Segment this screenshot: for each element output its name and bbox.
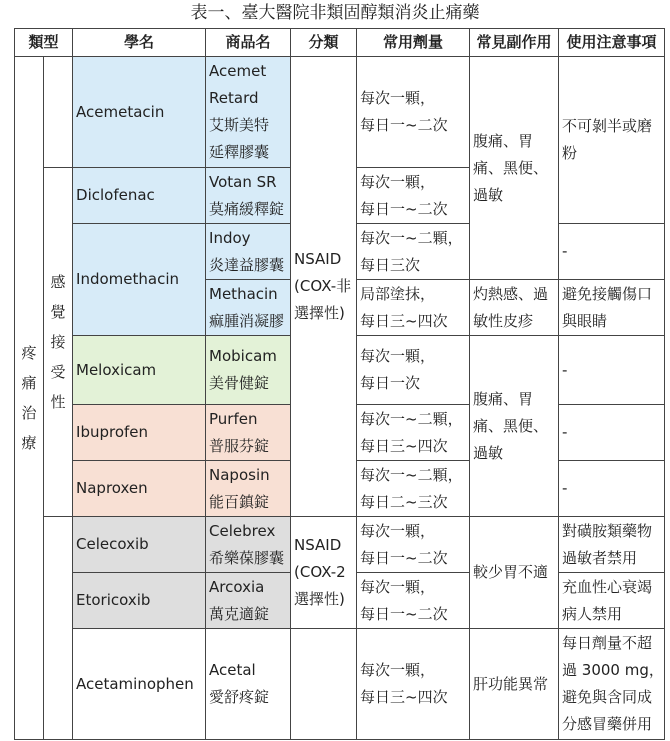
- side-line: 過敏: [473, 443, 504, 462]
- dose-line: 每日一次: [360, 374, 421, 392]
- brand-line: 延釋膠囊: [209, 143, 270, 161]
- table-row: [15, 57, 665, 168]
- note-line: 避免接觸傷口: [562, 284, 653, 303]
- note-line: 避免與含同成: [562, 688, 653, 706]
- brand-line: Celebrex: [209, 521, 276, 540]
- dose-celecoxib: [357, 517, 470, 573]
- type-inner-char: 性: [50, 393, 66, 411]
- class-line: 選擇性): [294, 304, 345, 322]
- brand-line: 炎達益膠囊: [209, 255, 285, 274]
- header-type: 類型: [15, 29, 73, 57]
- class-selective: [291, 517, 357, 629]
- brand-line: 能百鎮錠: [209, 492, 270, 511]
- dose-line: 局部塗抹，: [360, 284, 436, 303]
- side-line: 痛、黑便、: [473, 416, 549, 435]
- dose-meloxicam: [357, 336, 470, 405]
- brand-line: 美骨健錠: [209, 374, 270, 392]
- side-line: 腹痛、胃: [473, 389, 534, 408]
- note-acetaminophen: [559, 629, 665, 740]
- class-nonselective: [291, 57, 357, 517]
- brand-line: 萬克適錠: [209, 604, 270, 623]
- type-outer-char: 疼: [21, 344, 37, 362]
- note-naproxen: -: [559, 461, 665, 517]
- generic-naproxen: Naproxen: [73, 461, 206, 517]
- type-inner: [44, 168, 73, 517]
- generic-celecoxib: Celecoxib: [73, 517, 206, 573]
- generic-ibuprofen: Ibuprofen: [73, 405, 206, 461]
- note-line: 分感冒藥併用: [562, 715, 653, 733]
- note-methacin: [559, 280, 665, 336]
- class-line: (COX-2: [294, 563, 346, 581]
- dose-acetaminophen: [357, 629, 470, 740]
- note-line: 對磺胺類藥物: [562, 521, 653, 540]
- dose-line: 每次一顆，: [360, 521, 436, 540]
- dose-ibuprofen: [357, 405, 470, 461]
- side-line: 腹痛、胃: [473, 131, 534, 150]
- dose-indoy: [357, 224, 470, 280]
- header-dose: 常用劑量: [357, 29, 470, 57]
- type-inner-char: 受: [50, 363, 66, 381]
- brand-line: 痲腫消凝膠: [209, 311, 285, 330]
- brand-line: 希樂葆膠囊: [209, 548, 285, 567]
- brand-meloxicam: [206, 336, 291, 405]
- note-line: 粉: [562, 144, 578, 162]
- header-side-effects: 常見副作用: [470, 29, 559, 57]
- brand-line: 莫痛緩釋錠: [209, 199, 285, 218]
- brand-naproxen: [206, 461, 291, 517]
- dose-acemetacin: [357, 57, 470, 168]
- note-line: 不可剝半或磨: [562, 117, 653, 135]
- side-methacin: [470, 280, 559, 336]
- side-line: 灼熱感、過: [473, 284, 549, 303]
- dose-etoricoxib: [357, 573, 470, 629]
- dose-line: 每日一~二次: [360, 199, 448, 218]
- brand-line: 普服芬錠: [209, 436, 270, 455]
- brand-etoricoxib: [206, 573, 291, 629]
- side-acetaminophen: 肝功能異常: [470, 629, 559, 740]
- brand-line: 愛舒疼錠: [209, 688, 270, 706]
- dose-line: 每日三~四次: [360, 436, 448, 455]
- type-outer-char: 治: [21, 404, 37, 422]
- table-row: [15, 517, 665, 573]
- generic-etoricoxib: Etoricoxib: [73, 573, 206, 629]
- brand-line: Acetal: [209, 661, 256, 679]
- dose-line: 每日三~四次: [360, 688, 448, 706]
- note-indoy: -: [559, 224, 665, 280]
- dose-diclofenac: [357, 168, 470, 224]
- side-line: 敏性皮疹: [473, 311, 534, 330]
- table-title: 表一、臺大醫院非類固醇類消炎止痛藥: [190, 3, 480, 23]
- note-line: 過敏者禁用: [562, 548, 638, 567]
- note-meloxicam: -: [559, 336, 665, 405]
- side-effects-group1: [470, 57, 559, 280]
- dose-line: 每日三~四次: [360, 311, 448, 330]
- brand-line: Indoy: [209, 228, 251, 247]
- brand-indoy: [206, 224, 291, 280]
- class-line: NSAID: [294, 536, 342, 554]
- note-acemetacin: [559, 57, 665, 224]
- side-line: 過敏: [473, 185, 504, 204]
- dose-line: 每日一~二次: [360, 604, 448, 623]
- type-inner-char: 覺: [50, 303, 66, 321]
- class-line: NSAID: [294, 250, 342, 268]
- dose-line: 每次一~二顆，: [360, 465, 463, 484]
- header-row: [15, 29, 665, 57]
- brand-diclofenac: [206, 168, 291, 224]
- note-line: 與眼睛: [562, 311, 608, 330]
- generic-meloxicam: Meloxicam: [73, 336, 206, 405]
- type-inner-bottom: [44, 517, 73, 740]
- generic-diclofenac: Diclofenac: [73, 168, 206, 224]
- dose-line: 每次一~二顆，: [360, 409, 463, 428]
- dose-line: 每次一~二顆，: [360, 228, 463, 247]
- header-brand: 商品名: [206, 29, 291, 57]
- generic-indomethacin: Indomethacin: [73, 224, 206, 336]
- class-acetaminophen: [291, 629, 357, 740]
- type-outer: [15, 57, 44, 740]
- brand-line: Retard: [209, 89, 259, 107]
- dose-line: 每次一顆，: [360, 89, 436, 107]
- note-celecoxib: [559, 517, 665, 573]
- dose-line: 每日三次: [360, 255, 421, 274]
- brand-line: Votan SR: [209, 172, 277, 191]
- brand-line: Arcoxia: [209, 577, 265, 596]
- dose-line: 每日一~二次: [360, 548, 448, 567]
- type-inner-char: 接: [50, 333, 66, 351]
- dose-methacin: [357, 280, 470, 336]
- note-line: 充血性心衰竭: [562, 577, 653, 596]
- brand-line: 艾斯美特: [209, 116, 270, 134]
- brand-acemetacin: [206, 57, 291, 168]
- brand-methacin: [206, 280, 291, 336]
- nsaid-table: [14, 28, 665, 740]
- side-line: 痛、黑便、: [473, 158, 549, 177]
- generic-acetaminophen: Acetaminophen: [73, 629, 206, 740]
- dose-line: 每日一~二次: [360, 116, 448, 134]
- brand-line: Purfen: [209, 409, 258, 428]
- dose-line: 每次一顆，: [360, 661, 436, 679]
- dose-line: 每次一顆，: [360, 347, 436, 365]
- class-line: (COX-非: [294, 277, 352, 295]
- dose-line: 每次一顆，: [360, 172, 436, 191]
- note-line: 每日劑量不超: [562, 634, 653, 652]
- note-line: 病人禁用: [562, 604, 623, 623]
- brand-line: Mobicam: [209, 347, 277, 365]
- type-inner-char: 感: [50, 273, 66, 291]
- header-notes: 使用注意事項: [559, 29, 665, 57]
- dose-naproxen: [357, 461, 470, 517]
- type-outer-char: 痛: [21, 374, 37, 392]
- brand-line: Naposin: [209, 465, 270, 484]
- dose-line: 每日二~三次: [360, 492, 448, 511]
- type-outer-char: 療: [21, 434, 37, 452]
- dose-line: 每次一顆，: [360, 577, 436, 596]
- side-cox2: 較少胃不適: [470, 517, 559, 629]
- header-generic: 學名: [73, 29, 206, 57]
- header-class: 分類: [291, 29, 357, 57]
- type-inner-top: [44, 57, 73, 168]
- note-ibuprofen: -: [559, 405, 665, 461]
- side-effects-group2: [470, 336, 559, 517]
- class-line: 選擇性): [294, 590, 345, 608]
- note-line: 過 3000 mg，: [562, 661, 664, 679]
- brand-line: Methacin: [209, 284, 278, 303]
- brand-acetaminophen: [206, 629, 291, 740]
- note-etoricoxib: [559, 573, 665, 629]
- generic-acemetacin: Acemetacin: [73, 57, 206, 168]
- brand-celecoxib: [206, 517, 291, 573]
- table-row: [15, 629, 665, 740]
- brand-line: Acemet: [209, 62, 267, 80]
- brand-ibuprofen: [206, 405, 291, 461]
